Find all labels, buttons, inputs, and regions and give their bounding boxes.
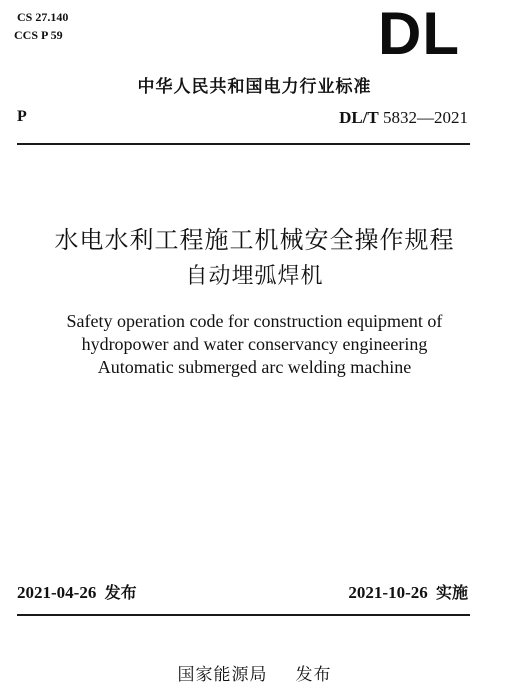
ics-code: CS 27.140 — [17, 10, 69, 24]
chinese-title: 水电水利工程施工机械安全操作规程 — [54, 226, 455, 254]
implement-date-value: 2021-10-26 — [348, 583, 428, 602]
standard-code-prefix: DL/T — [339, 108, 379, 127]
ccs-code: CCS P 59 — [14, 28, 63, 42]
standard-category: 中华人民共和国电力行业标准 — [137, 77, 372, 97]
issue-date — [17, 580, 137, 603]
standard-code-number: 5832—2021 — [383, 108, 468, 127]
implement-date — [348, 580, 468, 603]
publisher — [0, 660, 509, 685]
issue-date-label: 发布 — [104, 583, 137, 602]
bottom-divider — [17, 614, 470, 616]
implement-date-label: 实施 — [435, 583, 468, 602]
english-title-line-2: hydropower and water conservancy engineering — [81, 334, 428, 354]
record-mark: P — [17, 108, 27, 125]
publisher-name: 国家能源局 — [177, 665, 268, 685]
chinese-subtitle: 自动埋弧焊机 — [185, 264, 324, 289]
top-divider — [17, 143, 470, 145]
english-title-line-3: Automatic submerged arc welding machine — [97, 357, 412, 377]
issue-date-value: 2021-04-26 — [17, 583, 97, 602]
standard-code — [339, 108, 468, 128]
dl-logo: DL — [378, 0, 460, 67]
english-title-line-1: Safety operation code for construction equipment of — [66, 311, 443, 331]
publisher-action: 发布 — [295, 665, 332, 685]
